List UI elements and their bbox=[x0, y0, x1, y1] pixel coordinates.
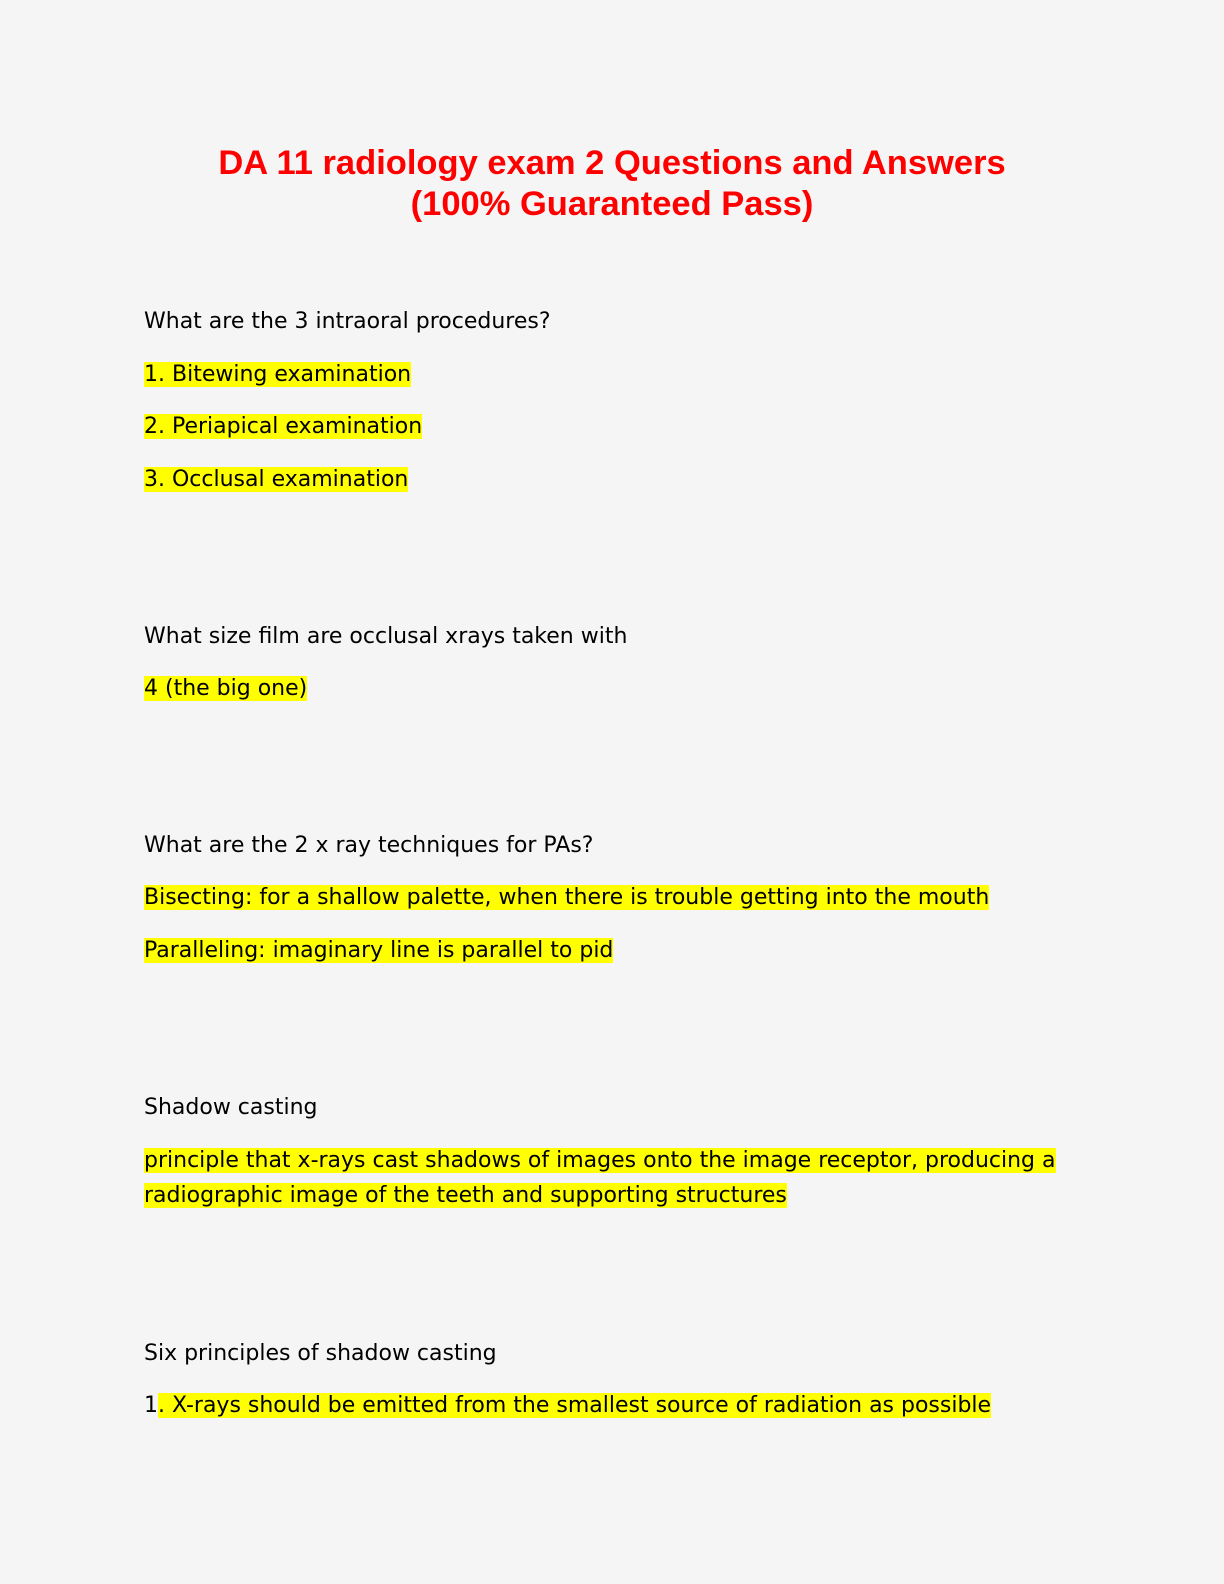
question-2: What size film are occlusal xrays taken with bbox=[144, 624, 628, 649]
title-line-1: DA 11 radiology exam 2 Questions and Answers bbox=[218, 144, 1006, 182]
answer-2-1: 4 (the big one) bbox=[144, 676, 308, 701]
question-1: What are the 3 intraoral procedures? bbox=[144, 309, 551, 334]
answer-1-1: 1. Bitewing examination bbox=[144, 362, 412, 387]
question-3: What are the 2 x ray techniques for PAs? bbox=[144, 833, 594, 858]
answer-3-2: Paralleling: imaginary line is parallel to pid bbox=[144, 938, 614, 963]
answer-4-line-2: radiographic image of the teeth and supporting structures bbox=[144, 1183, 787, 1208]
answer-5-text: . X-rays should be emitted from the smallest source of radiation as possible bbox=[158, 1393, 992, 1418]
answer-3-1: Bisecting: for a shallow palette, when there is trouble getting into the mouth bbox=[144, 885, 990, 910]
answer-1-3: 3. Occlusal examination bbox=[144, 467, 409, 492]
answer-5-prefix: 1 bbox=[144, 1393, 158, 1418]
title-line-2: (100% Guaranteed Pass) bbox=[410, 185, 814, 223]
answer-4-line-1: principle that x-rays cast shadows of images onto the image receptor, producing a bbox=[144, 1148, 1056, 1173]
question-4: Shadow casting bbox=[144, 1095, 318, 1120]
answer-1-2: 2. Periapical examination bbox=[144, 414, 423, 439]
question-5: Six principles of shadow casting bbox=[144, 1341, 497, 1366]
document-title bbox=[0, 143, 1224, 225]
answer-5-1 bbox=[144, 1388, 991, 1424]
